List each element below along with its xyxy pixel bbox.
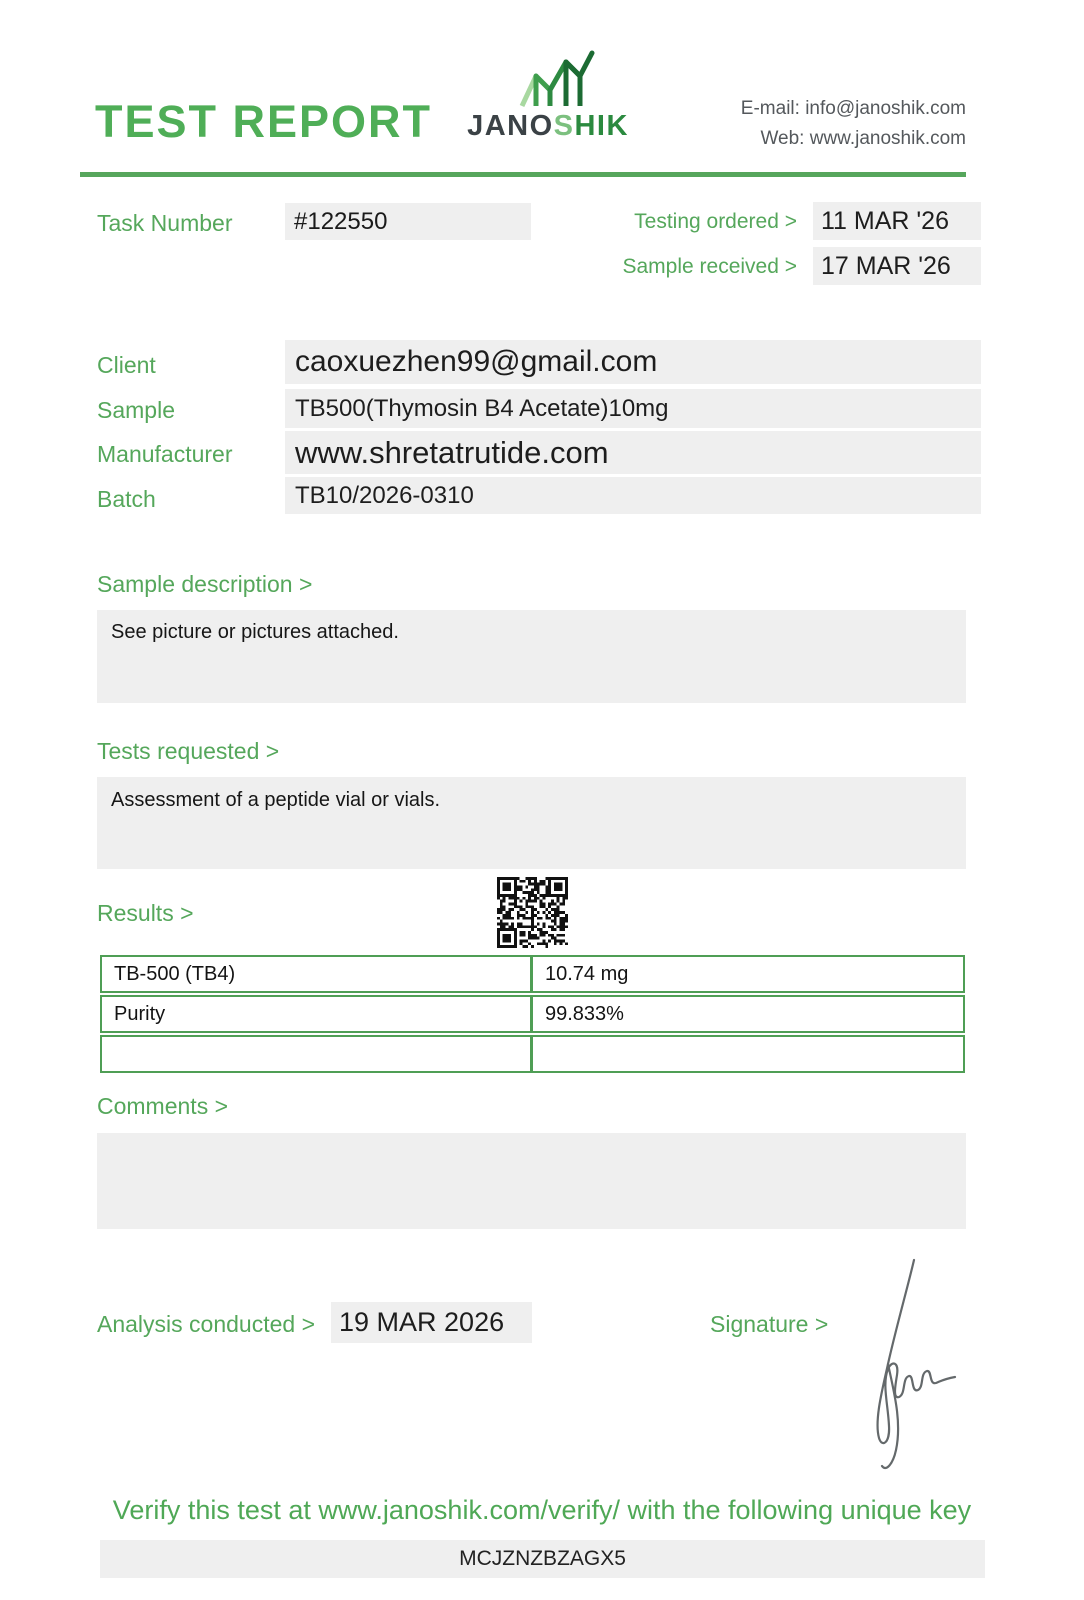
logo-wordmark [448,110,648,143]
contact-web: Web: www.janoshik.com [760,128,966,149]
signature-image [852,1252,967,1477]
logo-chart-arrow-icon [492,50,604,108]
verify-instruction: Verify this test at www.janoshik.com/verify/ with the following unique key [112,1495,972,1525]
result-value-cell [531,1035,965,1073]
sample-value: TB500(Thymosin B4 Acetate)10mg [285,389,981,428]
result-value-cell: 10.74 mg [531,955,965,993]
header-divider [80,172,966,177]
results-heading: Results > [97,900,194,926]
contact-email: E-mail: info@janoshik.com [740,98,966,119]
comments-heading: Comments > [97,1093,229,1119]
logo-text-jano: JANO [467,110,554,142]
comments-box [97,1133,966,1229]
testing-ordered-date: 11 MAR '26 [813,202,981,240]
table-row [100,995,966,1033]
table-row [100,955,966,993]
result-value-cell: 99.833% [531,995,965,1033]
sample-received-date: 17 MAR '26 [813,247,981,285]
logo-text-hik: HIK [574,110,629,142]
client-value: caoxuezhen99@gmail.com [285,340,981,384]
report-title: TEST REPORT [95,96,433,147]
testing-ordered-label: Testing ordered > [634,210,797,233]
sample-label: Sample [97,397,175,423]
tests-requested-box: Assessment of a peptide vial or vials. [97,777,966,869]
table-row [100,1035,966,1073]
batch-label: Batch [97,486,156,512]
janoshik-logo [448,50,648,143]
tests-requested-heading: Tests requested > [97,738,280,764]
client-label: Client [97,352,156,378]
logo-text-s: S [553,110,575,142]
results-table [100,955,966,1073]
batch-value: TB10/2026-0310 [285,477,981,514]
result-name-cell [100,1035,532,1073]
analysis-conducted-label: Analysis conducted > [97,1311,315,1337]
contact-info [741,94,966,154]
signature-label: Signature > [710,1311,829,1337]
result-name-cell: Purity [100,995,532,1033]
sample-description-box: See picture or pictures attached. [97,610,966,703]
manufacturer-label: Manufacturer [97,441,233,467]
sample-received-label: Sample received > [622,255,797,278]
task-number-label: Task Number [97,210,233,236]
sample-description-heading: Sample description > [97,571,313,597]
verify-key: MCJZNZBZAGX5 [100,1540,985,1578]
result-name-cell: TB-500 (TB4) [100,955,532,993]
manufacturer-value: www.shretatrutide.com [285,431,981,474]
task-number-value: #122550 [285,203,531,240]
qr-code [497,877,568,948]
analysis-conducted-date: 19 MAR 2026 [331,1302,532,1343]
